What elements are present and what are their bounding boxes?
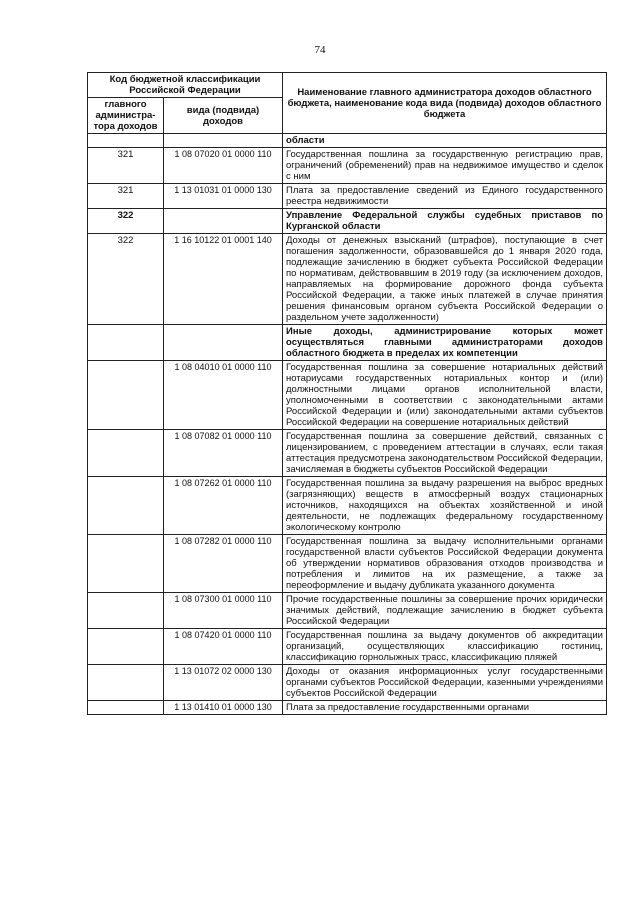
income-code-cell — [164, 209, 283, 234]
income-name-cell: Доходы от денежных взысканий (штрафов), поступающие в счет погашения задолженности, образовавшейся до 1 января 2020 года, подлежащие зачислению в бюджет субъекта Российской Федерации по нормативам, действовавшим в 2019 году (за исключением доходов, направляемых на формирование дорожного фонда субъекта Российской Федерации, а также иных платежей в случае принятия решения финансовым органом субъекта Российской Федерации о раздельном учете задолженности) — [283, 234, 607, 325]
admin-code-cell: 321 — [88, 148, 164, 184]
income-code-cell: 1 08 07020 01 0000 110 — [164, 148, 283, 184]
income-code-cell: 1 08 07420 01 0000 110 — [164, 629, 283, 665]
header-income-type-column: вида (подвида) доходов — [164, 98, 283, 134]
admin-code-cell — [88, 629, 164, 665]
income-name-cell: Государственная пошлина за совершение действий, связанных с лицензированием, с проведением аттестации в случаях, если такая аттестация предусмотрена законодательством Российской Федерации, зачисляемая в бюджеты субъектов Российской Федерации — [283, 430, 607, 477]
table-header-row — [88, 73, 607, 98]
table-row — [88, 134, 607, 148]
header-main-admin-column: главного администра-тора доходов — [88, 98, 164, 134]
table-row — [88, 361, 607, 430]
admin-code-cell — [88, 134, 164, 148]
income-code-cell: 1 13 01410 01 0000 130 — [164, 701, 283, 715]
income-code-cell: 1 08 07300 01 0000 110 — [164, 593, 283, 629]
income-name-cell: Государственная пошлина за выдачу исполнительными органами государственной власти субъектов Российской Федерации документа об утверждении нормативов образования отходов производства и потребления и лимитов на их размещение, а также за переоформление и выдачу дубликата указанного документа — [283, 535, 607, 593]
table-row — [88, 325, 607, 361]
admin-code-cell — [88, 593, 164, 629]
table-row — [88, 629, 607, 665]
admin-code-cell — [88, 430, 164, 477]
income-name-cell: Управление Федеральной службы судебных приставов по Курганской области — [283, 209, 607, 234]
header-name-column: Наименование главного администратора доходов областного бюджета, наименование кода вида (подвида) доходов областного бюджета — [283, 73, 607, 134]
income-code-cell: 1 08 04010 01 0000 110 — [164, 361, 283, 430]
income-code-cell: 1 08 07262 01 0000 110 — [164, 477, 283, 535]
header-group-classification: Код бюджетной классификации Российской Федерации — [88, 73, 283, 98]
income-name-cell: Плата за предоставление государственными органами — [283, 701, 607, 715]
income-name-cell: Плата за предоставление сведений из Единого государственного реестра недвижимости — [283, 184, 607, 209]
table-row — [88, 593, 607, 629]
income-name-cell: Иные доходы, администрирование которых может осуществляться главными администраторами доходов областного бюджета в пределах их компетенции — [283, 325, 607, 361]
table-row — [88, 665, 607, 701]
admin-code-cell — [88, 701, 164, 715]
budget-classification-table — [87, 72, 607, 715]
income-code-cell: 1 08 07282 01 0000 110 — [164, 535, 283, 593]
income-code-cell: 1 08 07082 01 0000 110 — [164, 430, 283, 477]
income-name-cell: Государственная пошлина за выдачу разрешения на выброс вредных (загрязняющих) веществ в атмосферный воздух стационарных источников, находящихся на объектах хозяйственной и иной деятельности, не подлежащих федеральному государственному экологическому контролю — [283, 477, 607, 535]
admin-code-cell — [88, 361, 164, 430]
income-code-cell: 1 13 01072 02 0000 130 — [164, 665, 283, 701]
income-code-cell: 1 13 01031 01 0000 130 — [164, 184, 283, 209]
income-name-cell: Государственная пошлина за совершение нотариальных действий нотариусами государственных нотариальных контор и (или) должностными лицами органов исполнительной власти, уполномоченными в соответствии с законодательными актами Российской Федерации и (или) законодательными актами субъектов Российской Федерации на совершение нотариальных действий — [283, 361, 607, 430]
admin-code-cell: 321 — [88, 184, 164, 209]
income-name-cell: Доходы от оказания информационных услуг государственными органами субъектов Российской Федерации, казенными учреждениями субъектов Российской Федерации — [283, 665, 607, 701]
table-row — [88, 477, 607, 535]
page-number: 74 — [314, 44, 326, 56]
table-row — [88, 701, 607, 715]
income-name-cell: Прочие государственные пошлины за совершение прочих юридически значимых действий, подлежащие зачислению в бюджет субъекта Российской Федерации — [283, 593, 607, 629]
income-code-cell: 1 16 10122 01 0001 140 — [164, 234, 283, 325]
income-name-cell: области — [283, 134, 607, 148]
admin-code-cell — [88, 325, 164, 361]
table-body — [88, 134, 607, 715]
table-row — [88, 148, 607, 184]
income-name-cell: Государственная пошлина за государственную регистрацию прав, ограничений (обременений) прав на недвижимое имущество и сделок с ним — [283, 148, 607, 184]
table-row — [88, 184, 607, 209]
admin-code-cell: 322 — [88, 209, 164, 234]
table-row — [88, 234, 607, 325]
admin-code-cell — [88, 535, 164, 593]
income-code-cell — [164, 325, 283, 361]
income-name-cell: Государственная пошлина за выдачу документов об аккредитации организаций, осуществляющих классификацию гостиниц, классификацию горнолыжных трасс, классификацию пляжей — [283, 629, 607, 665]
admin-code-cell — [88, 665, 164, 701]
table-row — [88, 209, 607, 234]
admin-code-cell: 322 — [88, 234, 164, 325]
table-row — [88, 430, 607, 477]
income-code-cell — [164, 134, 283, 148]
table-row — [88, 535, 607, 593]
admin-code-cell — [88, 477, 164, 535]
